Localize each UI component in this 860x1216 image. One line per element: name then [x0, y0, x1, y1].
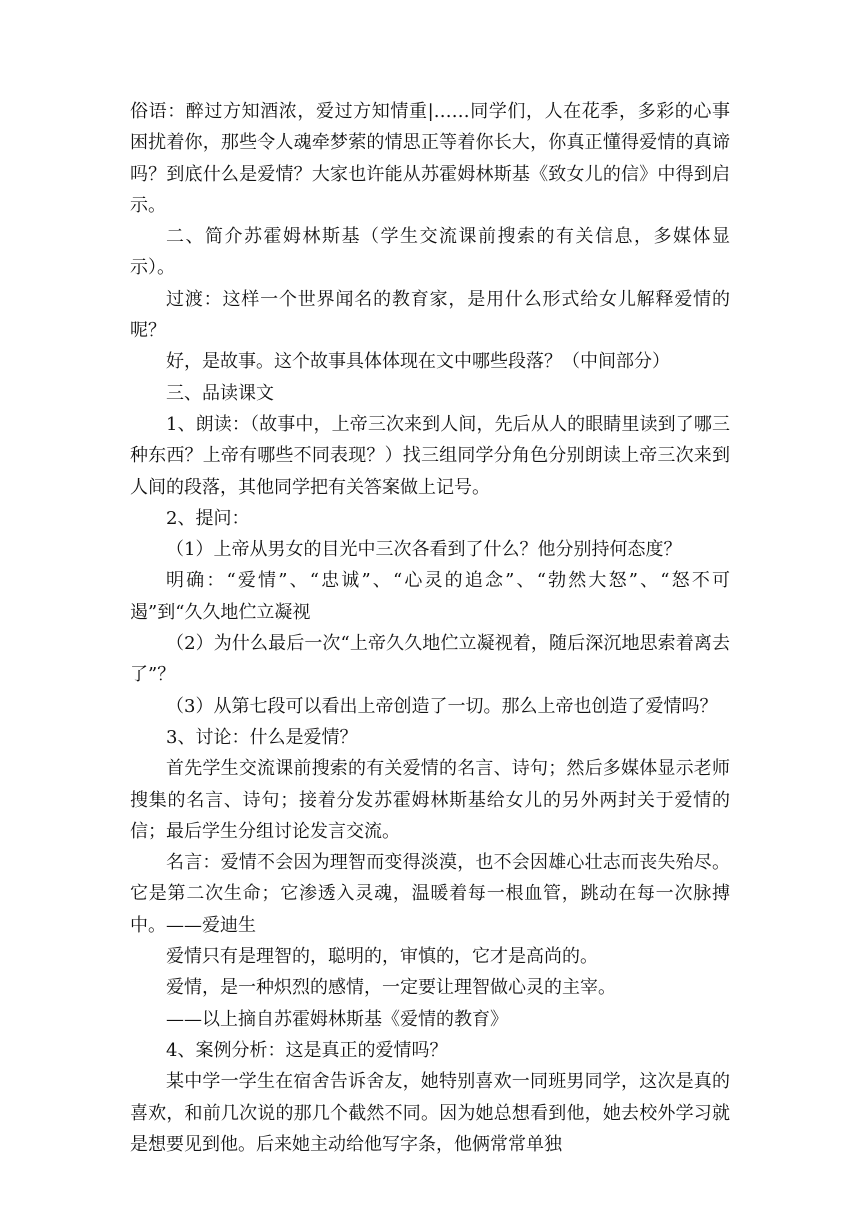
paragraph-answer-1: 明确：“爱情”、“忠诚”、“心灵的追念”、“勃然大怒”、“怒不可遏”到“久久地伫立凝视	[130, 570, 730, 623]
paragraph-story: 好，是故事。这个故事具体体现在文中哪些段落？（中间部分）	[166, 351, 670, 373]
paragraph-reading: 1、朗读：（故事中，上帝三次来到人间，先后从人的眼睛里读到了哪三种东西？上帝有哪些不同表现？）找三组同学分角色分别朗读上帝三次来到人间的段落，其他同学把有关答案做上记号。	[130, 413, 730, 498]
paragraph-quote-3: 爱情，是一种炽烈的感情，一定要让理智做心灵的主宰。	[166, 977, 616, 999]
paragraph-quote-2: 爱情只有是理智的，聪明的，审慎的，它才是高尚的。	[166, 946, 598, 968]
paragraph-question-2: （2）为什么最后一次“上帝久久地伫立凝视着，随后深沉地思索着离去了”？	[130, 633, 730, 686]
paragraph-section-2: 二、简介苏霍姆林斯基（学生交流课前搜索的有关信息，多媒体显示）。	[130, 226, 730, 279]
paragraph-transition: 过渡：这样一个世界闻名的教育家，是用什么形式给女儿解释爱情的呢？	[130, 288, 730, 342]
paragraph-case-story: 某中学一学生在宿舍告诉舍友，她特别喜欢一同班男同学，这次是真的喜欢，和前几次说的那几个截然不同。因为她总想看到他，她去校外学习就是想要见到他。后来她主动给他写字条，他俩常常单独	[130, 1071, 730, 1155]
paragraph-question-1: （1）上帝从男女的目光中三次各看到了什么？他分别持何态度？	[166, 539, 682, 561]
paragraph-quote-edison: 名言：爱情不会因为理智而变得淡漠，也不会因雄心壮志而丧失殆尽。它是第二次生命；它渗透入灵魂，温暖着每一根血管，跳动在每一次脉搏中。——爱迪生	[130, 852, 730, 936]
heading-section-3: 三、品读课文	[166, 382, 274, 404]
paragraph-discussion: 3、讨论：什么是爱情？	[166, 726, 358, 748]
paragraph-quote-source: ——以上摘自苏霍姆林斯基《爱情的教育》	[166, 1008, 508, 1030]
paragraph-questions-label: 2、提问：	[166, 507, 250, 529]
paragraph-discussion-steps: 首先学生交流课前搜索的有关爱情的名言、诗句；然后多媒体显示老师搜集的名言、诗句；接着分发苏霍姆林斯基给女儿的另外两封关于爱情的信；最后学生分组讨论发言交流。	[130, 758, 730, 842]
paragraph-case-analysis: 4、案例分析：这是真正的爱情吗？	[166, 1039, 448, 1061]
paragraph-question-3: （3）从第七段可以看出上帝创造了一切。那么上帝也创造了爱情吗？	[166, 695, 718, 717]
paragraph-intro: 俗语：醉过方知酒浓，爱过方知情重|……同学们，人在花季，多彩的心事困扰着你，那些令人魂牵梦萦的情思正等着你长大，你真正懂得爱情的真谛吗？到底什么是爱情？大家也许能从苏霍姆林斯基《致女儿的信》中得到启示。	[130, 101, 730, 216]
document-page	[130, 96, 730, 1160]
